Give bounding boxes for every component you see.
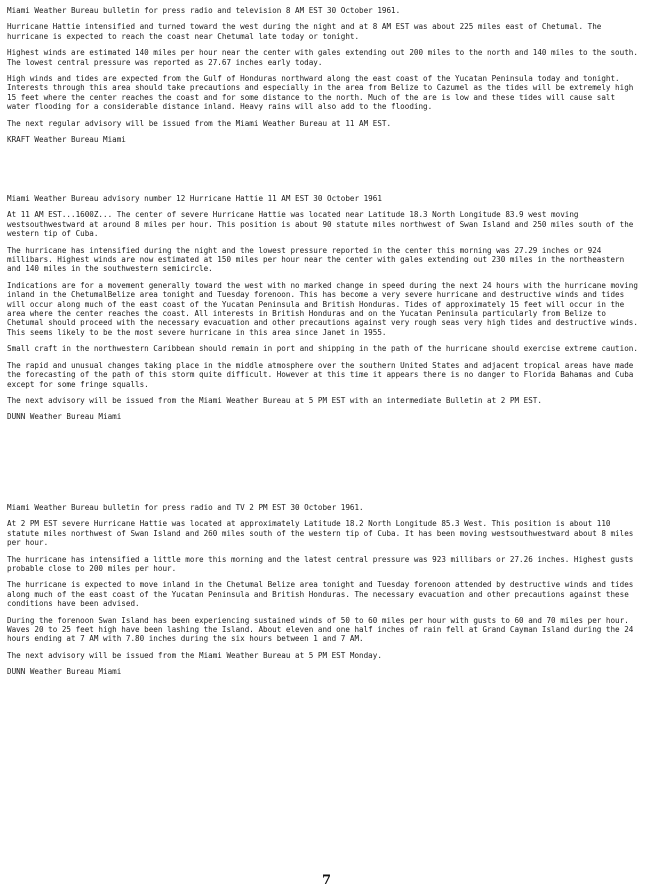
- bulletin-paragraph: High winds and tides are expected from the Gulf of Honduras northward along the east coast of the Yucatan Peninsula today and tonight. Interests through this area should take precautions and especially in the area from Belize to Cazumel as the tides will be extremely high 15 feet where the center reaches the coast and for some distance to the north. Much of the are is low and these tides will cause salt water flooding for a considerable distance inland. Heavy rains will also add to the flooding.: [7, 74, 634, 112]
- bulletin-header: Miami Weather Bureau bulletin for press radio and TV 2 PM EST 30 October 1961.: [7, 503, 364, 512]
- bulletin-signature: KRAFT Weather Bureau Miami: [7, 135, 126, 145]
- bulletin-paragraph: The hurricane is expected to move inland in the Chetumal Belize area tonight and Tuesday forenoon attended by destructive winds and tides along much of the east coast of the Yucatan Peninsula and British Honduras. The necessary evacuation and other precautions against these conditions have been advised.: [7, 580, 634, 609]
- bulletin-paragraph: At 2 PM EST severe Hurricane Hattie was located at approximately Latitude 18.2 North Longitude 85.3 West. This position is about 110 statute miles northwest of Swan Island and 260 miles south of the western tip of Cuba. It has been moving westsouthwestward about 8 miles per hour.: [7, 519, 634, 548]
- bulletin-paragraph: Highest winds are estimated 140 miles per hour near the center with gales extending out 200 miles to the north and 140 miles to the south. The lowest central pressure was reported as 27.67 inches early today.: [7, 48, 638, 67]
- bulletin-header: Miami Weather Bureau advisory number 12 Hurricane Hattie 11 AM EST 30 October 1961: [7, 194, 382, 203]
- bulletin-paragraph: The hurricane has intensified during the night and the lowest pressure reported in the center this morning was 27.29 inches or 924 millibars. Highest winds are now estimated at 150 miles per hour near the center with gales extending out 230 miles in the northeastern and 140 miles in the southwestern semicircle.: [7, 245, 625, 274]
- bulletin-paragraph: The hurricane has intensified a little more this morning and the latest central pressure was 923 millibars or 27.26 inches. Highest gusts probable close to 200 miles per hour.: [7, 554, 634, 574]
- bulletin-paragraph: Hurricane Hattie intensified and turned toward the west during the night and at 8 AM EST was about 225 miles east of Chetumal. The hurricane is expected to reach the coast near Chetumal late today or tonight.: [7, 22, 602, 41]
- bulletin-paragraph: The next regular advisory will be issued from the Miami Weather Bureau at 11 AM EST.: [7, 118, 392, 128]
- bulletin-signature: DUNN Weather Bureau Miami: [7, 667, 122, 677]
- bulletin-paragraph: Indications are for a movement generally toward the west with no marked change in speed during the next 24 hours with the hurricane moving inland in the ChetumalBelize area tonight and Tuesday forenoon. This has become a very severe hurricane and destructive winds and tides will occur along much of the east coast of the Yucatan Peninsula and British Honduras. Tides of approximately 15 feet will occur in the area where the center reaches the coast. All interests in British Honduras and on the Yucatan Peninsula particularly from Belize to Chetumal should proceed with the necessary evacuation and other precautions against very rough seas very high tides and destructive winds. This seems likely to be the most severe hurricane in this area since Janet in 1955.: [7, 280, 638, 337]
- bulletin-paragraph: The next advisory will be issued from the Miami Weather Bureau at 5 PM EST with an intermediate Bulletin at 2 PM EST.: [7, 395, 542, 405]
- page-number: 7: [321, 873, 332, 888]
- bulletin-signature: DUNN Weather Bureau Miami: [7, 412, 122, 422]
- bulletin-paragraph: Small craft in the northwestern Caribbean should remain in port and shipping in the path of the hurricane should exercise extreme caution.: [7, 344, 638, 354]
- bulletin-2pm: [7, 503, 639, 684]
- bulletin-paragraph: During the forenoon Swan Island has been experiencing sustained winds of 50 to 60 miles per hour with gusts to 60 and 70 miles per hour. Waves 20 to 25 feet high have been lashing the Island. About eleven and one half inches of rain fell at Grand Cayman Island during the 24 hours ending at 7 AM with 7.80 inches during the six hours between 1 and 7 AM.: [7, 615, 634, 644]
- bulletin-paragraph: The next advisory will be issued from the Miami Weather Bureau at 5 PM EST Monday.: [7, 650, 382, 660]
- advisory-12-11am: [7, 194, 639, 429]
- bulletin-8am: [7, 6, 639, 151]
- bulletin-header: Miami Weather Bureau bulletin for press radio and television 8 AM EST 30 October 1961.: [7, 6, 401, 15]
- bulletin-paragraph: The rapid and unusual changes taking place in the middle atmosphere over the southern United States and adjacent tropical areas have made the forecasting of the path of this storm quite difficult. However at this time it appears there is no danger to Florida Bahamas and Cuba except for some fringe squalls.: [7, 360, 634, 389]
- bulletin-paragraph: At 11 AM EST...1600Z... The center of severe Hurricane Hattie was located near Latitude 18.3 North Longitude 83.9 west moving westsouthwestward at around 8 miles per hour. This position is about 90 statute miles northwest of Swan Island and 250 miles south of the western tip of Cuba.: [7, 210, 634, 239]
